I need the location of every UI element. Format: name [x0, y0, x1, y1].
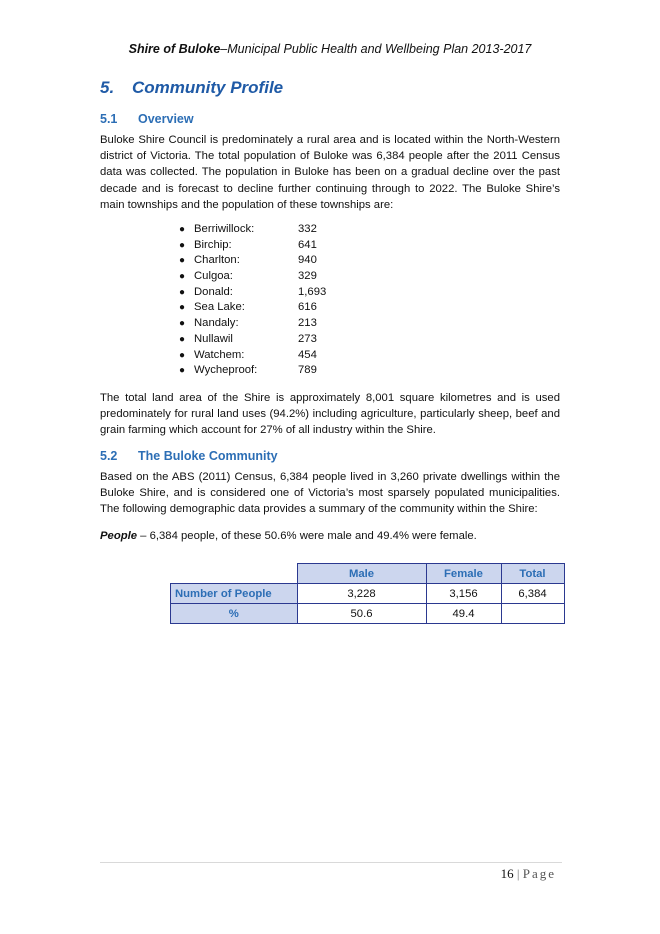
section-heading — [100, 78, 283, 98]
township-list — [170, 222, 326, 379]
overview-title: Overview — [138, 112, 194, 126]
land-area-paragraph: The total land area of the Shire is approximately 8,001 square kilometres and is used predominately for rural land uses (94.2%) including agriculture, particularly sheep, beef and grain farming which account for 27% of all industry within the Shire. — [100, 392, 560, 437]
bullet-icon: ● — [178, 318, 186, 330]
community-paragraph: Based on the ABS (2011) Census, 6,384 people lived in 3,260 private dwellings within the Buloke Shire, and is considered one of Victoria’s most sparsely populated municipalities. The following demographic data provides a summary of the community within the Shire: — [100, 471, 560, 516]
table-cell — [501, 604, 564, 624]
table-row — [171, 584, 565, 604]
row-header: Number of People — [171, 584, 298, 604]
table-cell: 6,384 — [501, 584, 564, 604]
bullet-icon: ● — [178, 333, 186, 345]
list-item: ● Watchem: 454 — [170, 348, 326, 364]
bullet-icon: ● — [178, 255, 186, 267]
people-text: – 6,384 people, of these 50.6% were male and 49.4% were female. — [137, 530, 477, 542]
table-cell: 50.6 — [297, 604, 426, 624]
footer-divider — [100, 862, 562, 863]
table-cell: 3,228 — [297, 584, 426, 604]
page-number: 16 — [500, 866, 514, 881]
running-header — [0, 42, 660, 56]
bullet-icon: ● — [178, 349, 186, 361]
column-header: Male — [297, 564, 426, 584]
list-item: ● Wycheproof: 789 — [170, 363, 326, 379]
table-corner — [171, 564, 298, 584]
table-cell: 49.4 — [426, 604, 501, 624]
header-org: Shire of Buloke — [128, 42, 221, 56]
section-title: Community Profile — [132, 78, 284, 97]
people-summary — [100, 530, 477, 542]
overview-heading — [100, 112, 194, 126]
list-item: ● Culgoa: 329 — [170, 269, 326, 285]
bullet-icon: ● — [178, 302, 186, 314]
people-label: People — [100, 530, 138, 542]
demographic-table — [170, 563, 565, 624]
bullet-icon: ● — [178, 224, 186, 235]
community-title: The Buloke Community — [138, 449, 278, 463]
community-heading — [100, 449, 278, 463]
bullet-icon: ● — [178, 271, 186, 283]
table-row — [171, 604, 565, 624]
overview-number: 5.1 — [100, 112, 118, 126]
overview-paragraph: Buloke Shire Council is predominately a rural area and is located within the North-Western district of Victoria. The total population of Buloke was 6,384 people after the 2011 Census data was collected. The population in Buloke has been on a gradual decline over the past decade and is forecast to decline further continuing through to 2022. The Buloke Shire’s main townships and the population of these townships are: — [100, 134, 560, 211]
list-item: ● Nandaly: 213 — [170, 316, 326, 332]
list-item: ● Birchip: 641 — [170, 238, 326, 254]
list-item: ● Sea Lake: 616 — [170, 300, 326, 316]
community-number: 5.2 — [100, 449, 118, 463]
list-item: ● Charlton: 940 — [170, 253, 326, 269]
section-number: 5. — [100, 78, 115, 97]
list-item: ● Berriwillock: 332 — [170, 222, 326, 238]
list-item: ● Nullawil 273 — [170, 332, 326, 348]
table-header-row — [171, 564, 565, 584]
table-cell: 3,156 — [426, 584, 501, 604]
page-separator: | — [516, 866, 520, 881]
bullet-icon: ● — [178, 365, 186, 377]
bullet-icon: ● — [178, 239, 186, 251]
header-plan: –Municipal Public Health and Wellbeing Plan 2013-2017 — [220, 42, 532, 56]
page-footer — [501, 866, 556, 882]
page-word: Page — [522, 866, 556, 881]
row-header: % — [171, 604, 298, 624]
column-header: Female — [426, 564, 501, 584]
column-header: Total — [501, 564, 564, 584]
bullet-icon: ● — [178, 286, 186, 298]
list-item: ● Donald: 1,693 — [170, 285, 326, 301]
